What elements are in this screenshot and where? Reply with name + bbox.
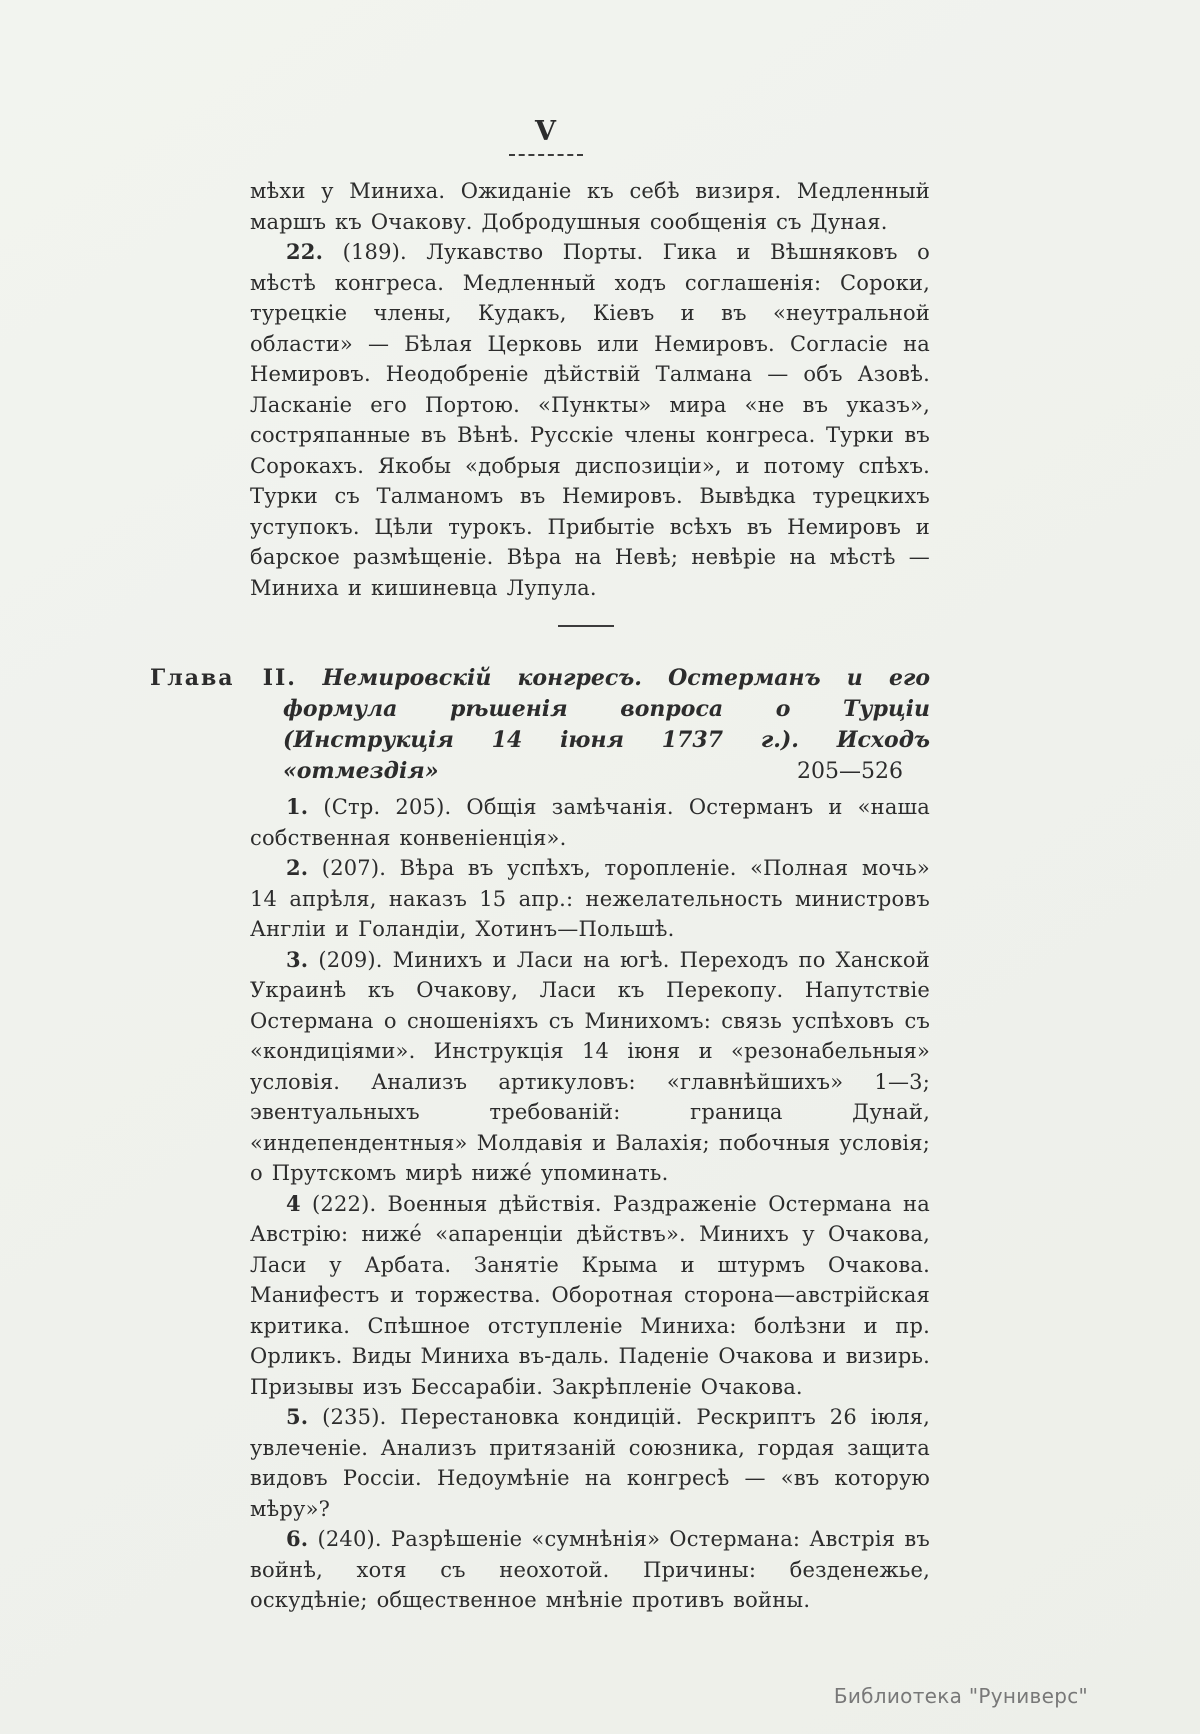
toc-entry-1 <box>250 792 930 853</box>
toc-entry-5 <box>250 1402 930 1524</box>
entry-page-ref: (189). <box>342 240 407 264</box>
entry-number: 22. <box>286 239 324 264</box>
entry-text: Минихъ и Ласи на югѣ. Переходъ по Ханской Украинѣ къ Очакову, Ласи къ Перекопу. Напутствіе Остермана о сношеніяхъ съ Минихомъ: связь успѣховъ съ «кондиціями». Инструкція 14 іюня и «резонабельныя» условія. Анализъ артикуловъ: «главнѣйшихъ» 1—3; эвентуальныхъ требованій: граница Дунай, «индепендентныя» Молдавія и Валахія; побочныя условія; о Прутскомъ мирѣ ниже́ упоминать. <box>250 947 930 1185</box>
entry-text: Разрѣшеніе «сумнѣнія» Остермана: Австрія въ войнѣ, хотя съ неохотой. Причины: безденежье, оскудѣніе; общественное мнѣніе противъ войны. <box>250 1527 930 1612</box>
library-watermark: Библиотека "Руниверс" <box>833 1684 1088 1708</box>
toc-entry-6 <box>250 1524 930 1616</box>
entry-text: Перестановка кондицій. Рескриптъ 26 іюля, увлеченіе. Анализъ притязаній союзника, гордая защита видовъ Россіи. Недоумѣніе на конгресѣ — «въ которую мѣру»? <box>250 1405 930 1521</box>
toc-entry-3 <box>250 945 930 1189</box>
entry-text: Вѣра въ успѣхъ, торопленіе. «Полная мочь» 14 апрѣля, наказъ 15 апр.: нежелательность министровъ Англіи и Голандіи, Хотинъ—Польшѣ. <box>250 856 930 941</box>
chapter-label: Глава II. <box>150 665 297 691</box>
entry-text: Лукавство Порты. Гика и Вѣшняковъ о мѣстѣ конгреса. Медленный ходъ соглашенія: Сороки, турецкіе члены, Кудакъ, Кіевъ и въ «неутральной области» — Бѣлая Церковь или Немировъ. Согласіе на Немировъ. Неодобреніе дѣйствій Талмана — объ Азовѣ. Ласканіе его Портою. «Пункты» мира «не въ указъ», состряпанные въ Вѣнѣ. Русскіе члены конгреса. Турки въ Сорокахъ. Якобы «добрыя диспозиціи», и потому спѣхъ. Турки съ Талманомъ въ Немировъ. Вывѣдка турецкихъ уступокъ. Цѣли турокъ. Прибытіе всѣхъ въ Немировъ и барское размѣщеніе. Вѣра на Невѣ; невѣріе на мѣстѣ — Миниха и кишиневца Лупула. <box>250 240 930 600</box>
page-number-rule <box>509 154 583 156</box>
paragraph-continuation: мѣхи у Миниха. Ожиданіе къ себѣ визиря. Медленный маршъ къ Очакову. Добродушныя сообщенія съ Дуная. <box>250 179 930 234</box>
section-divider <box>558 625 614 627</box>
toc-entry-22 <box>250 237 930 603</box>
entry-page-ref: (207). <box>321 856 387 880</box>
toc-entry-2 <box>250 853 930 945</box>
entry-number: 1. <box>286 794 309 819</box>
entry-page-ref: (235). <box>322 1405 387 1429</box>
entry-page-ref: (209). <box>318 947 383 972</box>
entry-number: 6. <box>286 1526 309 1551</box>
entry-text: Военныя дѣйствія. Раздраженіе Остермана на Австрію: ниже́ «апаренціи дѣйствъ». Минихъ у Очакова, Ласи у Арбата. Занятіе Крыма и штурмъ Очакова. Манифестъ и торжества. Оборотная сторона—австрійская критика. Спѣшное отступленіе Миниха: болѣзни и пр. Орликъ. Виды Миниха въ-даль. Паденіе Очакова и визирь. Призывы изъ Бессарабіи. Закрѣпленіе Очакова. <box>250 1191 930 1399</box>
chapter-entries <box>250 792 930 1616</box>
entry-page-ref: (240). <box>317 1527 382 1551</box>
chapter-title: Немировскій конгресъ. Остерманъ и его формула рѣшенія вопроса о Турціи (Инструкція 14 іюня 1737 г.). Исходъ «отмездія» <box>283 665 931 784</box>
entry-text: Общія замѣчанія. Остерманъ и «наша собственная конвеніенція». <box>250 795 930 850</box>
front-matter-block <box>250 176 930 627</box>
entry-page-ref: (222). <box>312 1191 377 1216</box>
entry-number: 5. <box>286 1404 309 1429</box>
entry-number: 2. <box>286 855 309 880</box>
entry-number: 4 <box>286 1190 301 1216</box>
chapter-heading: Глава II. Немировскій конгресъ. Остерманъ и его формула рѣшенія вопроса о Турціи (Инструкція 14 іюня 1737 г.). Исходъ «отмездія» 205—526 <box>150 665 931 784</box>
page-number: V <box>535 116 557 147</box>
entry-page-ref: (Стр. 205). <box>323 795 452 819</box>
page-header <box>250 116 930 156</box>
toc-entry-4 <box>250 1189 930 1403</box>
entry-number: 3. <box>286 946 309 972</box>
